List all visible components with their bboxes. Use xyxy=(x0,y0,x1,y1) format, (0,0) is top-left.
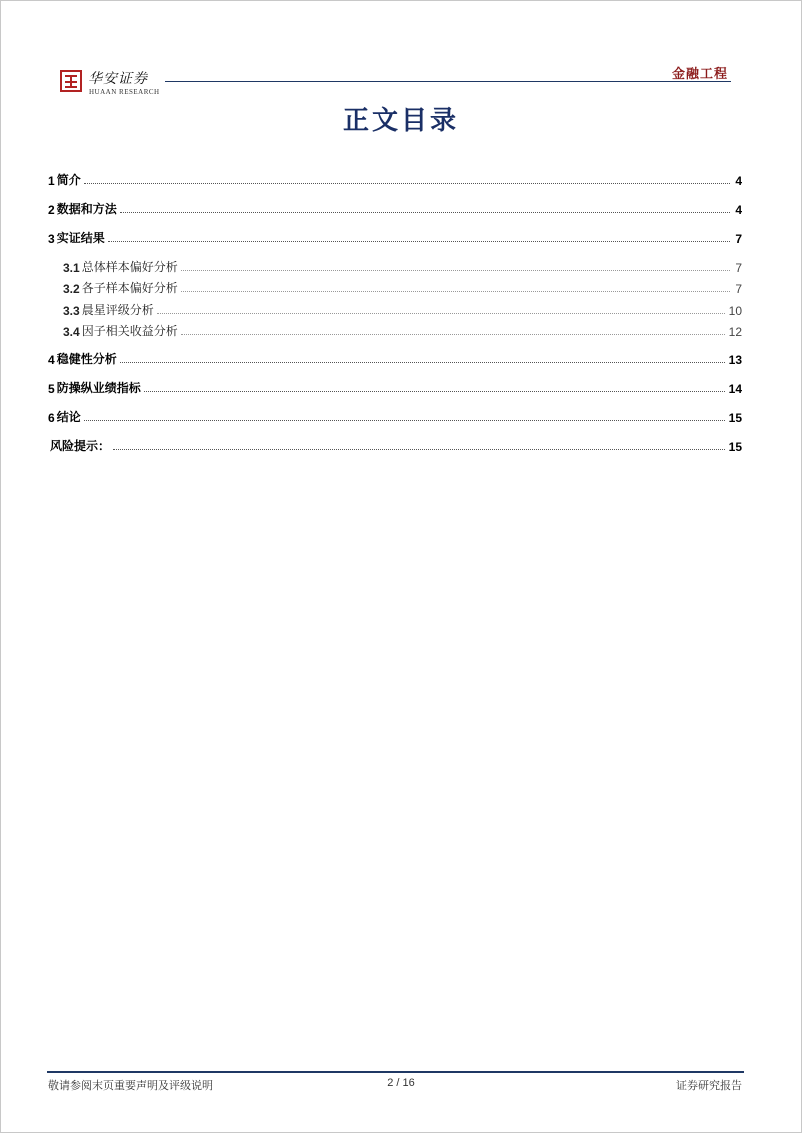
toc-leader xyxy=(113,448,725,450)
toc-label: 风险提示： xyxy=(50,439,111,453)
logo-text-cn: 华安证券 xyxy=(88,71,148,87)
report-type: 证券研究报告 xyxy=(676,1079,742,1092)
toc-leader xyxy=(181,333,725,335)
toc-entry-3-3[interactable] xyxy=(63,300,742,318)
toc-page: 15 xyxy=(728,440,742,454)
toc-num: 3 xyxy=(48,232,55,246)
toc-label: 实证结果 xyxy=(56,231,105,245)
toc-num: 4 xyxy=(48,353,55,367)
toc-leader xyxy=(84,182,730,184)
toc-label: 简介 xyxy=(56,173,81,187)
footer-rule xyxy=(47,1071,744,1073)
toc-page: 4 xyxy=(735,203,742,217)
toc-page: 4 xyxy=(735,174,742,188)
toc-num: 3.4 xyxy=(63,325,80,339)
toc-page: 7 xyxy=(735,232,742,246)
toc-num: 2 xyxy=(48,203,55,217)
toc-entry-4[interactable] xyxy=(48,349,742,367)
logo-mark-icon xyxy=(60,70,82,92)
toc-num: 3.1 xyxy=(63,261,80,275)
toc-label: 晨星评级分析 xyxy=(81,303,154,317)
toc-leader xyxy=(120,361,725,363)
toc-leader xyxy=(84,419,725,421)
toc-label: 各子样本偏好分析 xyxy=(81,281,178,295)
toc-entry-5[interactable] xyxy=(48,378,742,396)
toc-page: 12 xyxy=(728,325,742,339)
toc-leader xyxy=(157,312,725,314)
toc-label: 稳健性分析 xyxy=(56,352,117,366)
toc-entry-3-1[interactable] xyxy=(63,257,742,275)
toc-num: 1 xyxy=(48,174,55,188)
toc-entry-3-4[interactable] xyxy=(63,321,742,339)
toc-page: 7 xyxy=(735,282,742,296)
toc-entry-risk[interactable] xyxy=(48,436,742,454)
toc-leader xyxy=(144,390,725,392)
toc-entry-2[interactable] xyxy=(48,199,742,217)
toc-leader xyxy=(120,211,730,213)
toc-entry-3[interactable] xyxy=(48,228,742,246)
toc-num: 5 xyxy=(48,382,55,396)
toc-label: 因子相关收益分析 xyxy=(81,324,178,338)
toc-label: 总体样本偏好分析 xyxy=(81,260,178,274)
toc-entry-1[interactable] xyxy=(48,170,742,188)
toc-num: 3.2 xyxy=(63,282,80,296)
toc-label: 防操纵业绩指标 xyxy=(56,381,141,395)
footer-disclaimer: 敬请参阅末页重要声明及评级说明 xyxy=(48,1079,213,1092)
report-category: 金融工程 xyxy=(671,66,728,81)
toc-num: 3.3 xyxy=(63,304,80,318)
toc-page: 13 xyxy=(728,353,742,367)
logo-text-en: HUAAN RESEARCH xyxy=(89,88,160,96)
toc-entry-6[interactable] xyxy=(48,407,742,425)
toc-entry-3-2[interactable] xyxy=(63,278,742,296)
toc-label: 数据和方法 xyxy=(56,202,117,216)
toc-page: 14 xyxy=(728,382,742,396)
page-title: 正文目录 xyxy=(342,106,459,136)
toc-num: 6 xyxy=(48,411,55,425)
toc-leader xyxy=(181,290,730,292)
page-number: 2 / 16 xyxy=(387,1077,415,1089)
toc-page: 10 xyxy=(728,304,742,318)
header-rule xyxy=(165,81,731,82)
toc-leader xyxy=(181,269,730,271)
toc-leader xyxy=(108,240,730,242)
toc-label: 结论 xyxy=(56,410,81,424)
toc-page: 15 xyxy=(728,411,742,425)
toc-page: 7 xyxy=(735,261,742,275)
